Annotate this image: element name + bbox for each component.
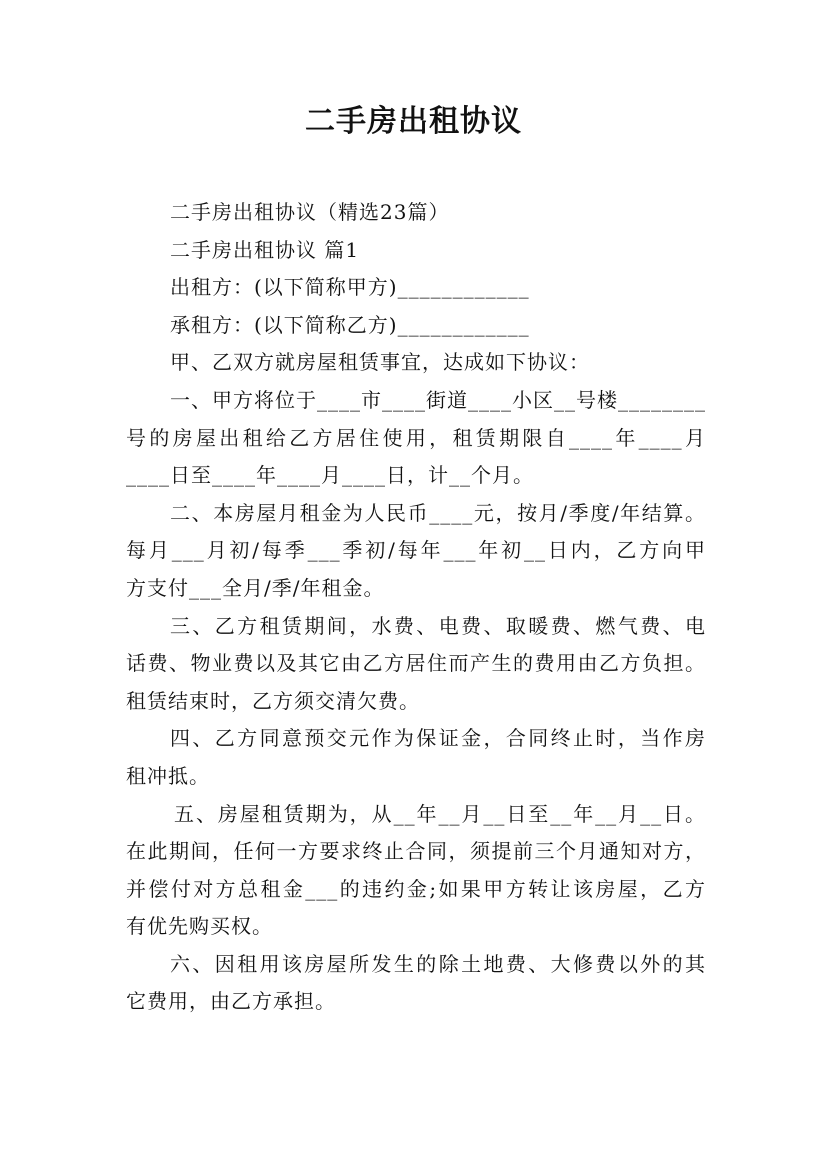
clause-3-line-1: 三、乙方租赁期间，水费、电费、取暖费、燃气费、电 [170,613,706,638]
clause-2-line-2: 每月___月初/每季___季初/每年___年初__日内，乙方向甲 [126,538,706,563]
clause-2-line-3: 方支付___全月/季/年租金。 [126,575,385,600]
document-body [126,194,706,1021]
clause-4-line-1: 四、乙方同意预交元作为保证金，合同终止时，当作房 [170,726,706,751]
clause-6-line-2: 它费用，由乙方承担。 [126,989,336,1014]
clause-3-line-2: 话费、物业费以及其它由乙方居住而产生的费用由乙方负担。 [126,651,706,676]
clause-5-line-1: 五、房屋租赁期为，从__年__月__日至__年__月__日。 [174,801,706,826]
clause-1-line-1: 一、甲方将位于____市____街道____小区__号楼________ [170,387,706,412]
section-heading: 二手房出租协议 篇1 [170,237,360,262]
agreement-intro: 甲、乙双方就房屋租赁事宜，达成如下协议： [170,350,590,375]
lessor-line: 出租方：(以下简称甲方)____________ [170,275,530,300]
clause-4-line-2: 租冲抵。 [126,763,210,788]
clause-5-line-3: 并偿付对方总租金___的违约金;如果甲方转让该房屋，乙方 [126,876,706,901]
clause-5-line-2: 在此期间，任何一方要求终止合同，须提前三个月通知对方， [126,839,706,864]
clause-2-line-1: 二、本房屋月租金为人民币____元，按月/季度/年结算。 [170,500,706,525]
clause-1-line-3: ____日至____年____月____日，计__个月。 [126,463,534,488]
clause-6-line-1: 六、因租用该房屋所发生的除土地费、大修费以外的其 [170,951,706,976]
clause-5-line-4: 有优先购买权。 [126,914,273,939]
subtitle-line: 二手房出租协议（精选23篇） [170,200,450,224]
clause-3-line-3: 租赁结束时，乙方须交清欠费。 [126,688,420,713]
document-title: 二手房出租协议 [305,104,522,139]
clause-1-line-2: 号的房屋出租给乙方居住使用，租赁期限自____年____月 [126,425,706,450]
lessee-line: 承租方：(以下简称乙方)____________ [170,312,530,337]
